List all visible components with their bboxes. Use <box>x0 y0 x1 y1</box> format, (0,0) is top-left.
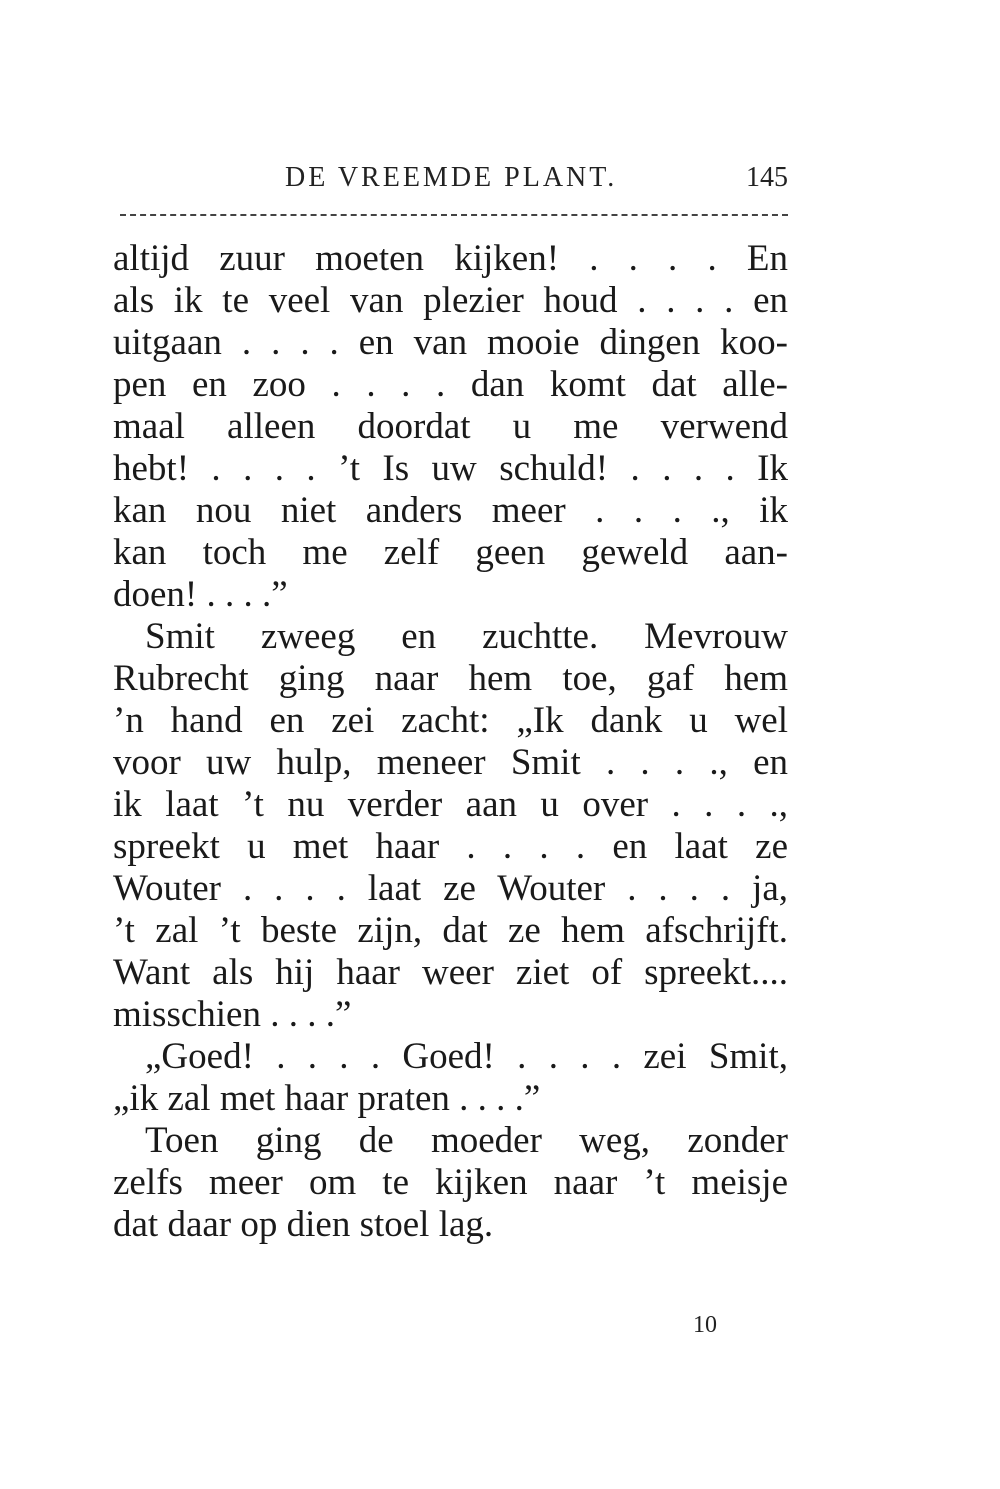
text-line: Wouter . . . . laat ze Wouter . . . . ja, <box>113 868 788 909</box>
text-line: doen! . . . .” <box>113 574 288 615</box>
text-line: ’t zal ’t beste zijn, dat ze hem afschrijft. <box>113 910 788 951</box>
text-line: „ik zal met haar praten . . . .” <box>113 1078 541 1119</box>
text-line: misschien . . . .” <box>113 994 352 1035</box>
text-line: dat daar op dien stoel lag. <box>113 1204 494 1245</box>
text-line: uitgaan . . . . en van mooie dingen koo- <box>113 322 788 363</box>
signature-mark: 10 <box>693 1312 717 1338</box>
text-line: spreekt u met haar . . . . en laat ze <box>113 826 788 867</box>
text-line: zelfs meer om te kijken naar ’t meisje <box>113 1162 788 1203</box>
text-line: kan toch me zelf geen geweld aan- <box>113 532 788 573</box>
text-line: voor uw hulp, meneer Smit . . . ., en <box>113 742 788 783</box>
text-line: Smit zweeg en zuchtte. Mevrouw <box>145 616 788 657</box>
text-line: pen en zoo . . . . dan komt dat alle- <box>113 364 788 405</box>
text-line: Rubrecht ging naar hem toe, gaf hem <box>113 658 788 699</box>
text-line: „Goed! . . . . Goed! . . . . zei Smit, <box>145 1036 788 1077</box>
header-rule <box>120 214 788 216</box>
page-number: 145 <box>746 162 788 193</box>
text-line: ik laat ’t nu verder aan u over . . . ., <box>113 784 788 825</box>
body-text <box>113 238 788 1246</box>
text-line: Want als hij haar weer ziet of spreekt.... <box>113 952 788 993</box>
text-line: altijd zuur moeten kijken! . . . . En <box>113 238 788 279</box>
text-line: als ik te veel van plezier houd . . . . en <box>113 280 788 321</box>
text-line: maal alleen doordat u me verwend <box>113 406 788 447</box>
text-line: ’n hand en zei zacht: „Ik dank u wel <box>113 700 788 741</box>
text-line: hebt! . . . . ’t Is uw schuld! . . . . Ik <box>113 448 788 489</box>
text-line: Toen ging de moeder weg, zonder <box>145 1120 788 1161</box>
text-line: kan nou niet anders meer . . . ., ik <box>113 490 788 531</box>
running-title: DE VREEMDE PLANT. <box>285 162 618 193</box>
running-head <box>120 162 788 202</box>
